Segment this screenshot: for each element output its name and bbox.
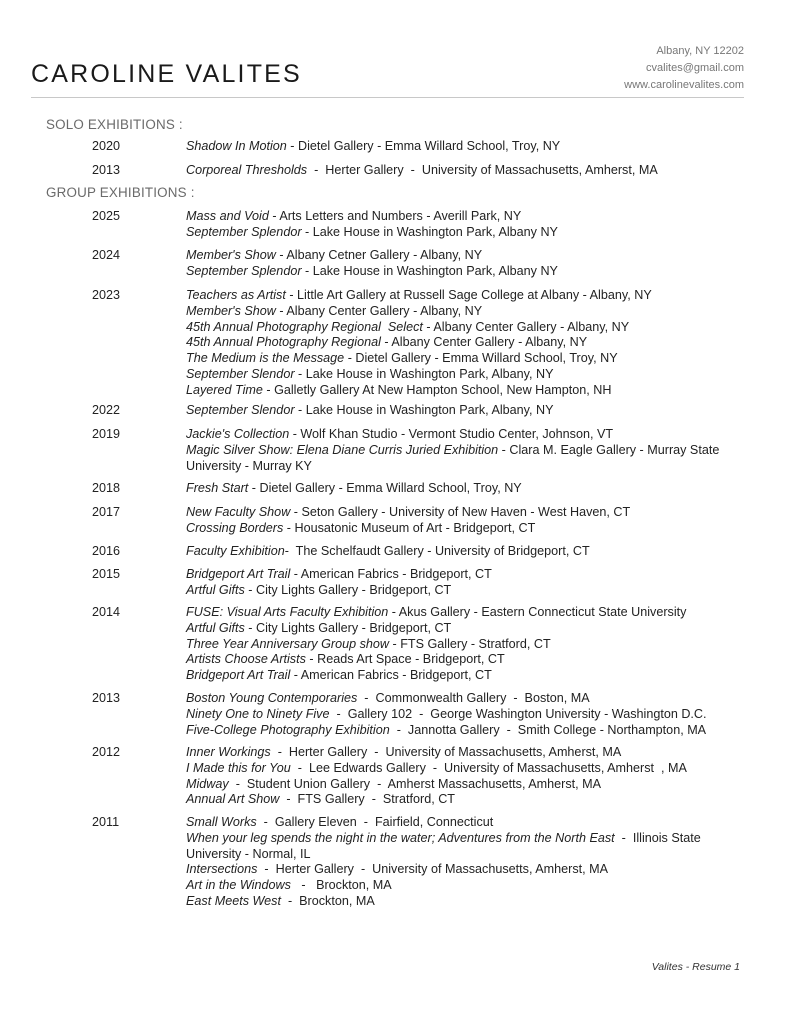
exhibition-title: Ninety One to Ninety Five bbox=[186, 706, 330, 721]
exhibition-venue: - Clara M. Eagle Gallery - Murray State University - Murray KY bbox=[186, 442, 723, 473]
exhibition-items bbox=[186, 288, 746, 399]
exhibition-item bbox=[186, 481, 746, 497]
exhibition-item bbox=[186, 707, 746, 723]
exhibition-title: Artists Choose Artists bbox=[186, 652, 306, 667]
exhibition-title: Crossing Borders bbox=[186, 520, 284, 535]
exhibition-title: September Splendor bbox=[186, 263, 302, 278]
solo-exhibitions-heading: SOLO EXHIBITIONS : bbox=[46, 117, 183, 132]
exhibition-item bbox=[186, 403, 746, 419]
exhibition-venue: - Jannotta Gallery - Smith College - Northampton, MA bbox=[389, 722, 707, 737]
exhibition-item bbox=[186, 831, 746, 863]
exhibition-items bbox=[186, 139, 746, 155]
exhibition-item bbox=[186, 163, 746, 179]
exhibition-item bbox=[186, 320, 746, 336]
exhibition-item bbox=[186, 288, 746, 304]
exhibition-venue: - Brockton, MA bbox=[290, 878, 392, 893]
exhibition-item bbox=[186, 723, 746, 739]
exhibition-year: 2014 bbox=[92, 605, 121, 619]
exhibition-title: When your leg spends the night in the water; Adventures from the North East bbox=[186, 830, 615, 845]
exhibition-items bbox=[186, 163, 746, 179]
exhibition-venue: - Illinois State University - Normal, IL bbox=[186, 830, 705, 861]
exhibition-venue: - City Lights Gallery - Bridgeport, CT bbox=[244, 582, 452, 597]
exhibition-items bbox=[186, 745, 746, 808]
exhibition-title: September Slendor bbox=[186, 403, 295, 417]
exhibition-venue: - Seton Gallery - University of New Haven - West Haven, CT bbox=[290, 505, 631, 519]
exhibition-venue: - Dietel Gallery - Emma Willard School, Troy, NY bbox=[344, 351, 618, 366]
exhibition-item bbox=[186, 225, 746, 241]
exhibition-items bbox=[186, 544, 746, 560]
exhibition-year: 2012 bbox=[92, 745, 121, 759]
exhibition-title: 45th Annual Photography Regional Select bbox=[186, 319, 423, 334]
exhibition-title: September Splendor bbox=[186, 224, 302, 239]
exhibition-title: Midway bbox=[186, 776, 229, 791]
exhibition-items bbox=[186, 567, 746, 599]
exhibition-item bbox=[186, 815, 746, 831]
exhibition-venue: - American Fabrics - Bridgeport, CT bbox=[290, 567, 492, 581]
exhibition-item bbox=[186, 792, 746, 808]
exhibition-item bbox=[186, 567, 746, 583]
exhibition-title: FUSE: Visual Arts Faculty Exhibition bbox=[186, 605, 389, 619]
exhibition-item bbox=[186, 691, 746, 707]
exhibition-title: 45th Annual Photography Regional bbox=[186, 335, 381, 350]
exhibition-title: Magic Silver Show: Elena Diane Curris Juried Exhibition bbox=[186, 442, 499, 457]
exhibition-year: 2018 bbox=[92, 481, 121, 495]
exhibition-title: Intersections bbox=[186, 862, 258, 877]
exhibition-title: Bridgeport Art Trail bbox=[186, 668, 291, 683]
exhibition-items bbox=[186, 481, 746, 497]
exhibition-venue: - Albany Center Gallery - Albany, NY bbox=[380, 335, 588, 350]
exhibition-title: Teachers as Artist bbox=[186, 288, 286, 302]
exhibition-title: Mass and Void bbox=[186, 209, 269, 223]
exhibition-venue: - Lake House in Washington Park, Albany, NY bbox=[294, 403, 554, 417]
exhibition-venue: - Student Union Gallery - Amherst Massachusetts, Amherst, MA bbox=[228, 776, 602, 791]
exhibition-venue: - Lake House in Washington Park, Albany, NY bbox=[294, 366, 554, 381]
exhibition-title: Art in the Windows bbox=[186, 878, 291, 893]
exhibition-item bbox=[186, 351, 746, 367]
exhibition-venue: - Lake House in Washington Park, Albany NY bbox=[301, 224, 558, 239]
exhibition-item bbox=[186, 139, 746, 155]
exhibition-venue: - Herter Gallery - University of Massachusetts, Amherst, MA bbox=[307, 163, 658, 177]
exhibition-venue: - Dietel Gallery - Emma Willard School, Troy, NY bbox=[286, 139, 561, 153]
exhibition-item bbox=[186, 605, 746, 621]
exhibition-title: Artful Gifts bbox=[186, 582, 245, 597]
exhibition-venue: - Gallery Eleven - Fairfield, Connecticut bbox=[256, 815, 494, 829]
exhibition-item bbox=[186, 335, 746, 351]
exhibition-venue: - Albany Cetner Gallery - Albany, NY bbox=[275, 248, 483, 262]
exhibition-year: 2016 bbox=[92, 544, 121, 558]
exhibition-year: 2025 bbox=[92, 209, 121, 223]
exhibition-year: 2023 bbox=[92, 288, 121, 302]
exhibition-item bbox=[186, 521, 746, 537]
exhibition-items bbox=[186, 605, 746, 684]
exhibition-item bbox=[186, 209, 746, 225]
exhibition-item bbox=[186, 637, 746, 653]
exhibition-title: The Medium is the Message bbox=[186, 351, 345, 366]
exhibition-year: 2015 bbox=[92, 567, 121, 581]
exhibition-venue: - Herter Gallery - University of Massachusetts, Amherst, MA bbox=[257, 862, 609, 877]
exhibition-venue: - Albany Center Gallery - Albany, NY bbox=[422, 319, 630, 334]
exhibition-item bbox=[186, 652, 746, 668]
exhibition-venue: - Albany Center Gallery - Albany, NY bbox=[275, 303, 483, 318]
exhibition-title: Artful Gifts bbox=[186, 620, 245, 635]
exhibition-title: I Made this for You bbox=[186, 760, 291, 775]
exhibition-title: Boston Young Contemporaries bbox=[186, 691, 358, 705]
exhibition-venue: - FTS Gallery - Stratford, CT bbox=[279, 792, 455, 807]
exhibition-item bbox=[186, 264, 746, 280]
exhibition-item bbox=[186, 304, 746, 320]
exhibition-title: Member's Show bbox=[186, 248, 276, 262]
candidate-name: CAROLINE VALITES bbox=[31, 60, 302, 88]
exhibition-title: Five-College Photography Exhibition bbox=[186, 722, 390, 737]
exhibition-venue: - The Schelfaudt Gallery - University of Bridgeport, CT bbox=[284, 544, 590, 558]
exhibition-item bbox=[186, 761, 746, 777]
exhibition-title: East Meets West bbox=[186, 893, 281, 908]
exhibition-item bbox=[186, 505, 746, 521]
exhibition-item bbox=[186, 621, 746, 637]
exhibition-title: Shadow In Motion bbox=[186, 139, 287, 153]
exhibition-venue: - American Fabrics - Bridgeport, CT bbox=[290, 668, 492, 683]
exhibition-item bbox=[186, 443, 746, 475]
exhibition-venue: - Dietel Gallery - Emma Willard School, Troy, NY bbox=[248, 481, 522, 495]
exhibition-item bbox=[186, 668, 746, 684]
exhibition-item bbox=[186, 367, 746, 383]
exhibition-year: 2013 bbox=[92, 691, 121, 705]
exhibition-venue: - Brockton, MA bbox=[280, 893, 375, 908]
exhibition-title: Bridgeport Art Trail bbox=[186, 567, 291, 581]
exhibition-title: Three Year Anniversary Group show bbox=[186, 636, 389, 651]
exhibition-item bbox=[186, 544, 746, 560]
exhibition-venue: - Arts Letters and Numbers - Averill Park, NY bbox=[268, 209, 522, 223]
exhibition-title: Fresh Start bbox=[186, 481, 249, 495]
exhibition-item bbox=[186, 894, 746, 910]
exhibition-title: Jackie's Collection bbox=[186, 427, 290, 441]
exhibition-items bbox=[186, 691, 746, 738]
exhibition-item bbox=[186, 777, 746, 793]
exhibition-venue: - Commonwealth Gallery - Boston, MA bbox=[357, 691, 590, 705]
exhibition-year: 2013 bbox=[92, 163, 121, 177]
exhibition-venue: - City Lights Gallery - Bridgeport, CT bbox=[244, 620, 452, 635]
exhibition-title: Layered Time bbox=[186, 382, 263, 397]
exhibition-venue: - Reads Art Space - Bridgeport, CT bbox=[305, 652, 505, 667]
exhibition-year: 2022 bbox=[92, 403, 121, 417]
exhibition-items bbox=[186, 815, 746, 910]
group-exhibitions-heading: GROUP EXHIBITIONS : bbox=[46, 185, 195, 200]
exhibition-items bbox=[186, 505, 746, 537]
exhibition-items bbox=[186, 209, 746, 241]
exhibition-item bbox=[186, 248, 746, 264]
exhibition-item bbox=[186, 862, 746, 878]
exhibition-venue: - Little Art Gallery at Russell Sage College at Albany - Albany, NY bbox=[285, 288, 652, 302]
exhibition-title: Faculty Exhibition bbox=[186, 544, 285, 558]
exhibition-title: Small Works bbox=[186, 815, 257, 829]
contact-block bbox=[624, 43, 744, 94]
exhibition-title: Member's Show bbox=[186, 303, 276, 318]
exhibition-item bbox=[186, 745, 746, 761]
contact-website: www.carolinevalites.com bbox=[624, 79, 744, 91]
exhibition-item bbox=[186, 878, 746, 894]
contact-address: Albany, NY 12202 bbox=[656, 45, 744, 57]
exhibition-item bbox=[186, 583, 746, 599]
exhibition-venue: - Akus Gallery - Eastern Connecticut State University bbox=[388, 605, 687, 619]
exhibition-items bbox=[186, 403, 746, 419]
exhibition-venue: - Wolf Khan Studio - Vermont Studio Center, Johnson, VT bbox=[289, 427, 614, 441]
exhibition-item bbox=[186, 427, 746, 443]
exhibition-venue: - Galletly Gallery At New Hampton School, New Hampton, NH bbox=[262, 382, 612, 397]
exhibition-year: 2020 bbox=[92, 139, 121, 153]
exhibition-title: Inner Workings bbox=[186, 745, 271, 759]
exhibition-title: Annual Art Show bbox=[186, 792, 280, 807]
exhibition-item bbox=[186, 383, 746, 399]
exhibition-title: New Faculty Show bbox=[186, 505, 291, 519]
exhibition-venue: - Housatonic Museum of Art - Bridgeport, CT bbox=[283, 520, 536, 535]
exhibition-title: September Slendor bbox=[186, 366, 295, 381]
exhibition-venue: - FTS Gallery - Stratford, CT bbox=[389, 636, 551, 651]
exhibition-year: 2011 bbox=[92, 815, 120, 829]
exhibition-venue: - Gallery 102 - George Washington University - Washington D.C. bbox=[329, 706, 707, 721]
contact-email: cvalites@gmail.com bbox=[646, 62, 744, 74]
exhibition-year: 2024 bbox=[92, 248, 121, 262]
exhibition-items bbox=[186, 427, 746, 474]
page-footer: Valites - Resume 1 bbox=[651, 961, 740, 973]
exhibition-venue: - Herter Gallery - University of Massachusetts, Amherst, MA bbox=[270, 745, 622, 759]
exhibition-year: 2019 bbox=[92, 427, 121, 441]
header-divider bbox=[31, 97, 744, 98]
exhibition-items bbox=[186, 248, 746, 280]
exhibition-venue: - Lee Edwards Gallery - University of Massachusetts, Amherst , MA bbox=[290, 760, 687, 775]
exhibition-year: 2017 bbox=[92, 505, 121, 519]
exhibition-venue: - Lake House in Washington Park, Albany NY bbox=[301, 263, 558, 278]
exhibition-title: Corporeal Thresholds bbox=[186, 163, 308, 177]
